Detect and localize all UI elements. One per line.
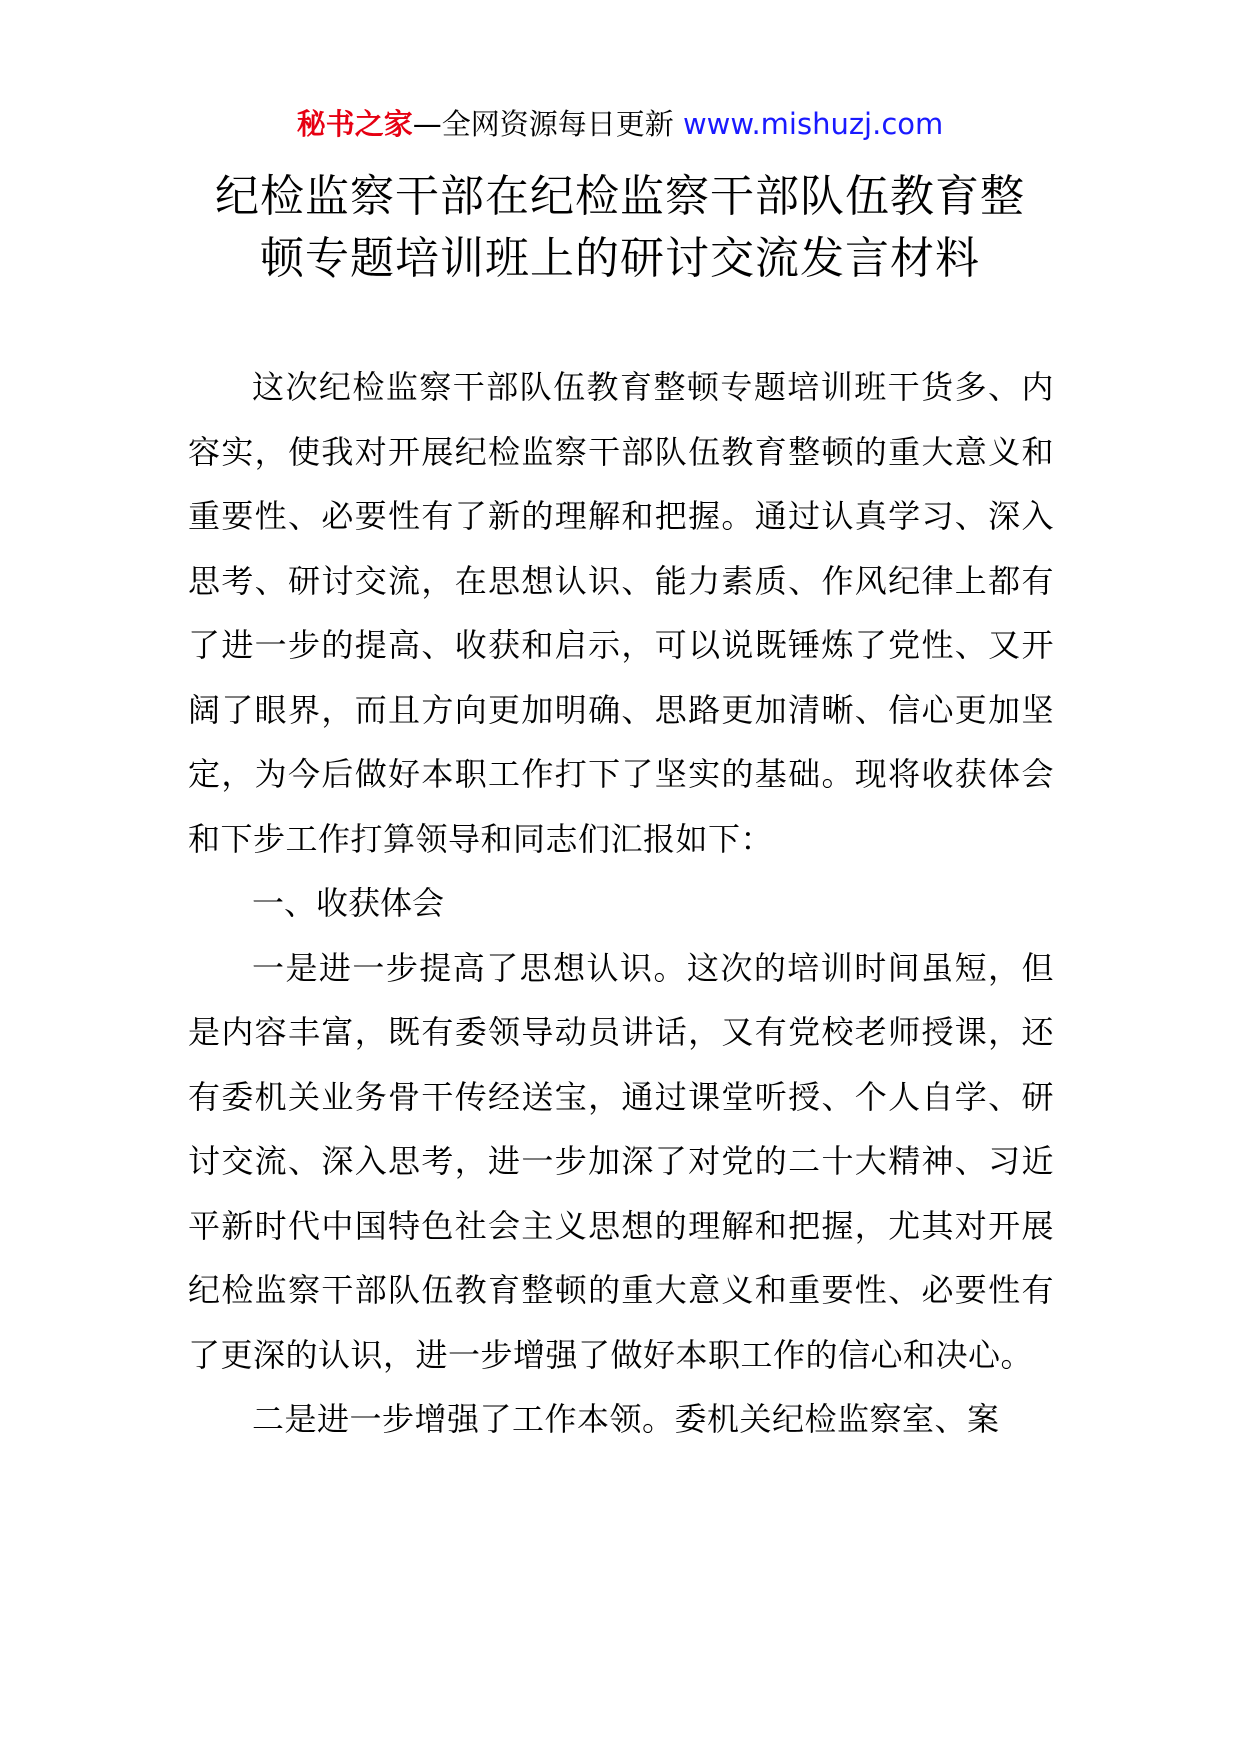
brand-name: 秘书之家 (296, 107, 413, 141)
body-paragraph: 二是进一步增强了工作本领。委机关纪检监察室、案 (252, 1400, 1000, 1438)
section-heading: 一、收获体会 (252, 884, 445, 922)
body-paragraph: 一是进一步提高了思想认识。这次的培训时间虽短，但是内容丰富，既有委领导动员讲话，又有党校老师授课，还有委机关业务骨干传经送宝，通过课堂听授、个人自学、研讨交流、深入思考，进一步加深了对党的二十大精神、习近平新时代中国特色社会主义思想的理解和把握，尤其对开展纪检监察干部队伍教育整顿的重大意义和重要性、必要性有了更深的认识，进一步增强了做好本职工作的信心和决心。 (188, 948, 1054, 1374)
site-banner (0, 104, 1240, 144)
banner-tagline: —全网资源每日更新 (412, 107, 674, 141)
document-title (160, 166, 1080, 290)
title-line-2: 顿专题培训班上的研讨交流发言材料 (260, 233, 980, 284)
intro-paragraph: 这次纪检监察干部队伍教育整顿专题培训班干货多、内容实，使我对开展纪检监察干部队伍教育整顿的重大意义和重要性、必要性有了新的理解和把握。通过认真学习、深入思考、研讨交流，在思想认识、能力素质、作风纪律上都有了进一步的提高、收获和启示，可以说既锤炼了党性、又开阔了眼界，而且方向更加明确、思路更加清晰、信心更加坚定，为今后做好本职工作打下了坚实的基础。现将收获体会和下步工作打算领导和同志们汇报如下： (188, 368, 1054, 858)
title-line-1: 纪检监察干部在纪检监察干部队伍教育整 (215, 171, 1025, 222)
document-body (188, 355, 1054, 1452)
site-url-link[interactable]: www.mishuzj.com (682, 107, 944, 141)
